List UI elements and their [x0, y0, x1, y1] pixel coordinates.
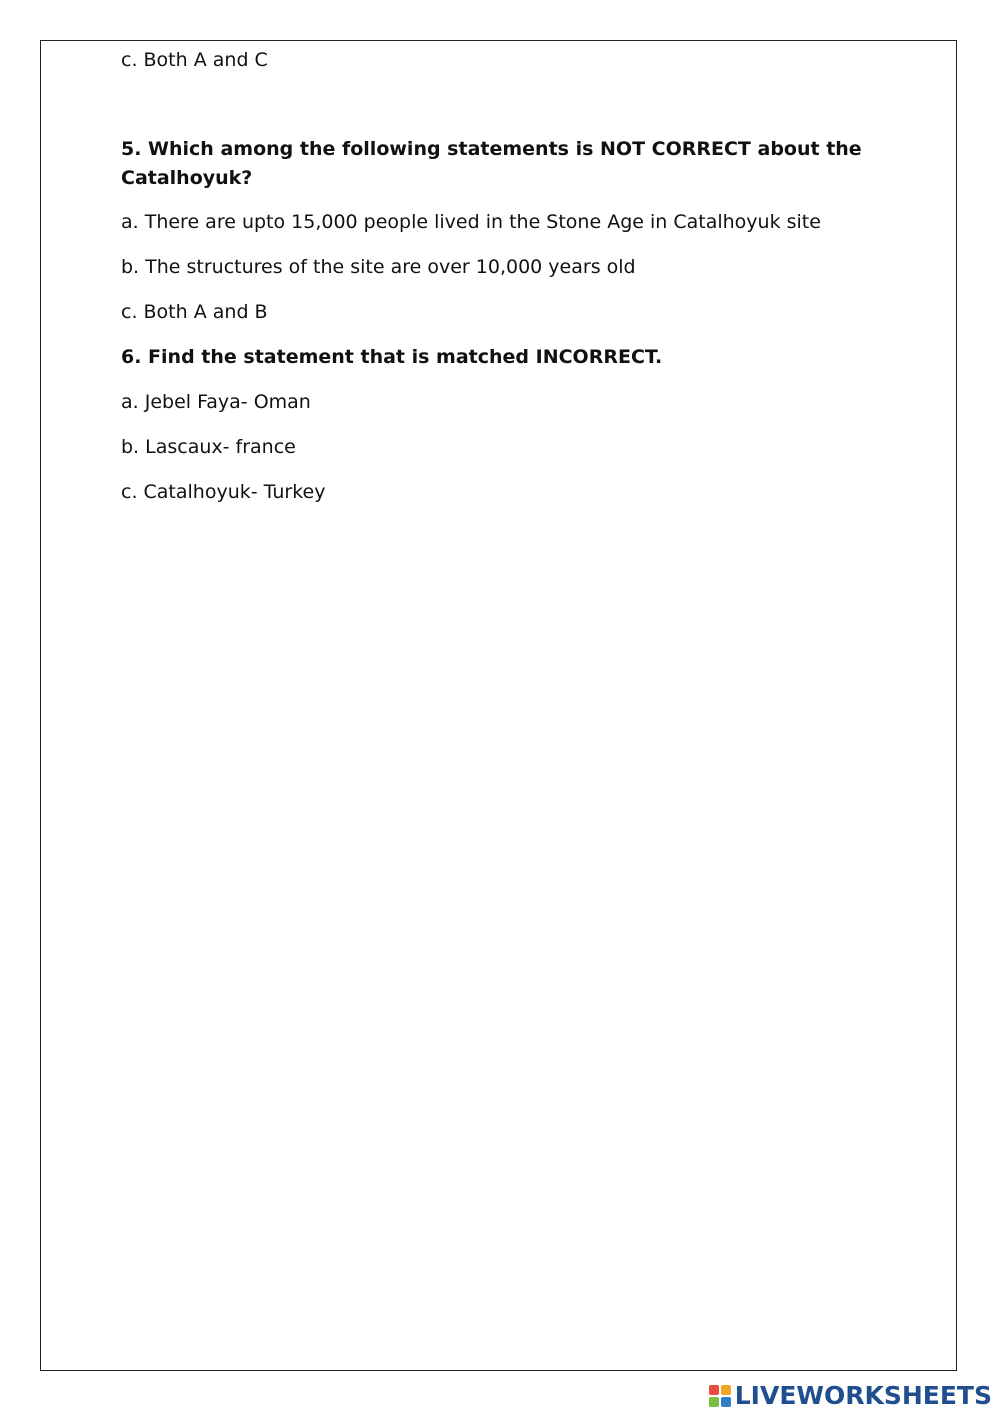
liveworksheets-brand — [709, 1381, 992, 1411]
question-6-option-b: b. Lascaux- france — [121, 436, 296, 458]
carryover-option-c: c. Both A and C — [121, 49, 268, 71]
question-5-option-b: b. The structures of the site are over 10,000 years old — [121, 256, 636, 278]
question-5-option-a: a. There are upto 15,000 people lived in the Stone Age in Catalhoyuk site — [121, 211, 821, 233]
question-6-option-a: a. Jebel Faya- Oman — [121, 391, 311, 413]
liveworksheets-logo-icon — [709, 1385, 731, 1407]
brand-name: LIVEWORKSHEETS — [734, 1381, 992, 1410]
question-5-text: 5. Which among the following statements is NOT CORRECT about the Catalhoyuk? — [121, 138, 862, 189]
question-6-option-c: c. Catalhoyuk- Turkey — [121, 481, 326, 503]
worksheet-page-frame — [40, 40, 957, 1371]
question-5-option-c: c. Both A and B — [121, 301, 268, 323]
question-6-text: 6. Find the statement that is matched INCORRECT. — [121, 346, 663, 368]
